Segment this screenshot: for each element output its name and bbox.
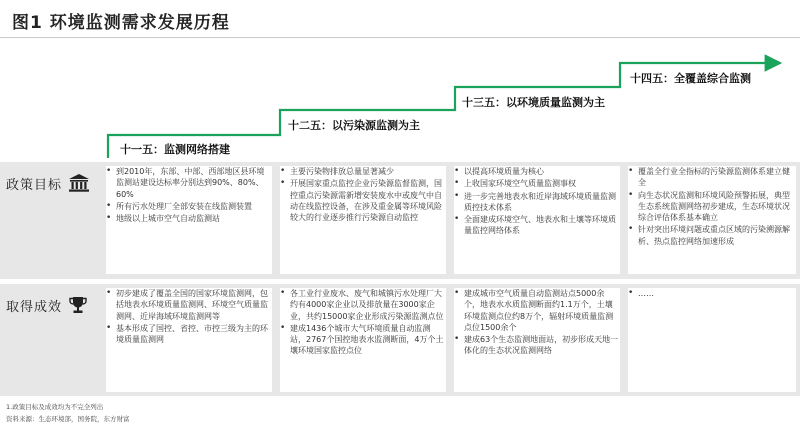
list-item: • 向生态状况监测和环境风险预警拓展，典型生态系统监测网络初步建成，生态环境状况综合评估体系基本确立	[628, 190, 796, 224]
list-item: • 所有污水处理厂全部安装在线监测装置	[106, 201, 272, 212]
list-item: • 基本形成了国控、省控、市控三级为主的环境质量监测网	[106, 323, 272, 346]
list-item: • 主要污染物排放总量显著减少	[280, 166, 446, 177]
list-item: • 地级以上城市空气自动监测站	[106, 213, 272, 224]
list-item: • 全面建成环境空气、地表水和土壤等环境质量监控网络体系	[454, 214, 620, 237]
policy-goals-text: 政策目标	[6, 177, 63, 193]
list-item: • 进一步完善地表水和近岸海域环境质量监测质控技术体系	[454, 191, 620, 214]
list-item: • 针对突出环境问题或重点区域的污染溯源解析、热点监控网络加速形成	[628, 224, 796, 247]
policy-cell-14th	[628, 166, 796, 274]
stage-label-11th: 十一五：监测网络搭建	[120, 143, 230, 156]
policy-cell-11th	[106, 166, 272, 274]
list-item: • 建成1436个城市大气环境质量自动监测站，2767个国控地表水监测断面，4万个土壤环境国家监控点位	[280, 323, 446, 357]
list-item: • 各工业行业废水、废气和城镇污水处理厂大约有4000家企业以及排放量在3000家企业，共约15000家企业形成污染源监测点位	[280, 288, 446, 322]
achievement-cell-13th	[454, 288, 620, 392]
list-item: • 开展国家重点监控企业污染源监督监测，国控重点污染源需新增安装废水中或废气中自动在线监控设备，在涉及重金属等环境风险较大的行业逐步推行污染源自动监控	[280, 178, 446, 223]
stage-label-13th: 十三五：以环境质量监测为主	[462, 96, 605, 109]
achievements-label	[6, 295, 88, 315]
stage-label-14th: 十四五：全覆盖综合监测	[630, 72, 751, 85]
footnote: 1.政策目标及成效均为不完全列出	[6, 403, 104, 411]
policy-cell-12th	[280, 166, 446, 274]
list-item: • ……	[628, 288, 796, 299]
list-item: • 覆盖全行业全指标的污染源监测体系建立健全	[628, 166, 796, 189]
achievement-cell-12th	[280, 288, 446, 392]
achievement-cell-14th	[628, 288, 796, 392]
policy-cell-13th	[454, 166, 620, 274]
page-title: 图1 环境监测需求发展历程	[12, 13, 230, 33]
achievement-cell-11th	[106, 288, 272, 392]
achievements-text: 取得成效	[6, 299, 63, 315]
list-item: • 建成63个生态监测地面站，初步形成天地一体化的生态状况监测网络	[454, 334, 620, 357]
list-item: • 建成城市空气质量自动监测站点5000余个，地表水水质监测断面约1.1万个，土壤环境监测点位约8万个，辐射环境质量监测点位1500余个	[454, 288, 620, 333]
stage-label-12th: 十二五：以污染源监测为主	[288, 119, 420, 132]
government-building-icon	[68, 173, 90, 193]
list-item: • 到2010年，东部、中部、西部地区县环境监测站建设达标率分别达到90%、80%、60%	[106, 166, 272, 200]
trophy-icon	[68, 295, 88, 315]
policy-goals-label	[6, 173, 90, 193]
list-item: • 以提高环境质量为核心	[454, 166, 620, 177]
list-item: • 上收国家环境空气质量监测事权	[454, 178, 620, 189]
list-item: • 初步建成了覆盖全国的国家环境监测网，包括地表水环境质量监测网、环境空气质量监测网、近岸海域环境监测网等	[106, 288, 272, 322]
source-note: 资料来源：生态环境部，国务院，东方财富	[6, 415, 130, 423]
